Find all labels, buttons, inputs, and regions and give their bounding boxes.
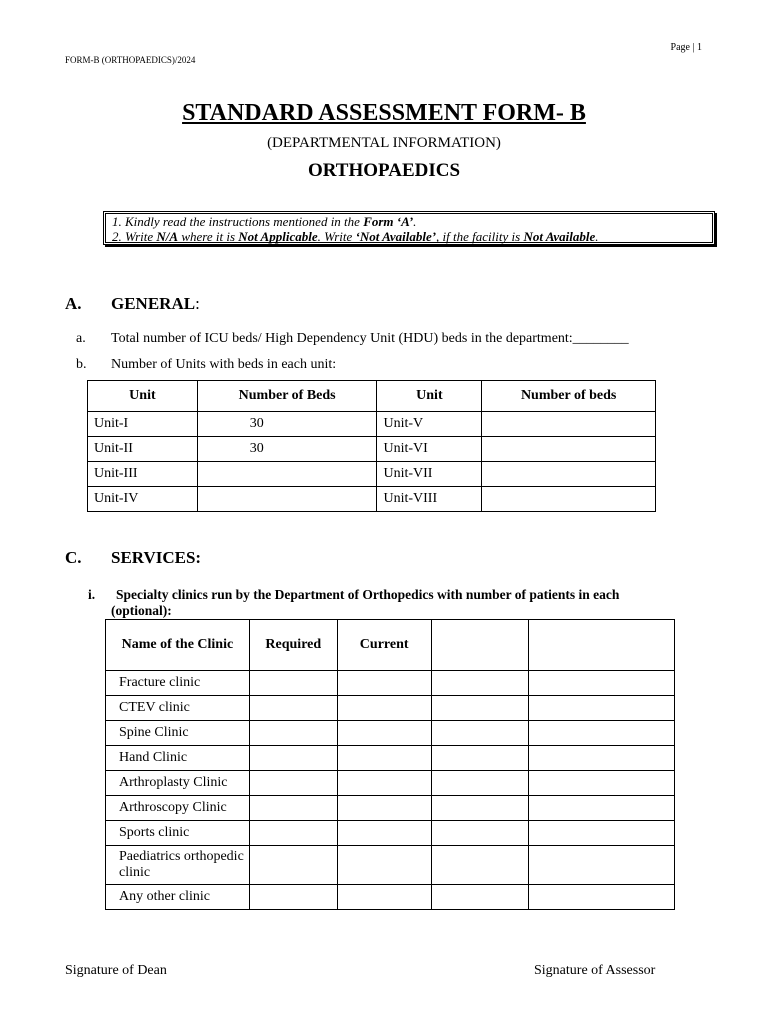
table-cell[interactable]: [529, 885, 675, 910]
table-cell[interactable]: [529, 696, 675, 721]
table-row: [106, 821, 675, 846]
page-title: STANDARD ASSESSMENT FORM- B: [182, 100, 586, 126]
table-cell: Paediatrics orthopedic clinic: [106, 846, 250, 885]
table-cell[interactable]: [249, 885, 337, 910]
table-row: [106, 771, 675, 796]
table-cell: Unit-VIII: [377, 487, 482, 512]
table-header: Unit: [377, 381, 482, 412]
table-header: Number of beds: [482, 381, 656, 412]
table-cell: Unit-VII: [377, 462, 482, 487]
table-cell[interactable]: [337, 885, 431, 910]
table-cell[interactable]: [197, 462, 377, 487]
units-beds-table: [87, 380, 656, 512]
table-cell: Unit-V: [377, 412, 482, 437]
table-header-row: [88, 381, 656, 412]
table-row: [106, 796, 675, 821]
table-cell[interactable]: [337, 821, 431, 846]
table-cell[interactable]: [431, 885, 529, 910]
table-header: [529, 620, 675, 671]
table-cell[interactable]: [529, 671, 675, 696]
page-subtitle: (DEPARTMENTAL INFORMATION): [267, 135, 501, 151]
table-header: Required: [249, 620, 337, 671]
table-cell[interactable]: [529, 821, 675, 846]
table-cell[interactable]: [431, 771, 529, 796]
table-cell: Arthroplasty Clinic: [106, 771, 250, 796]
table-cell[interactable]: [337, 796, 431, 821]
table-cell: Sports clinic: [106, 821, 250, 846]
table-row: [88, 487, 656, 512]
table-cell[interactable]: [337, 721, 431, 746]
page-number: Page | 1: [670, 42, 702, 53]
table-cell[interactable]: [529, 746, 675, 771]
table-cell[interactable]: [431, 721, 529, 746]
table-cell: Hand Clinic: [106, 746, 250, 771]
table-row: [106, 846, 675, 885]
table-cell: Unit-IV: [88, 487, 198, 512]
table-cell[interactable]: 30: [197, 412, 377, 437]
table-row: [106, 885, 675, 910]
table-cell: Unit-II: [88, 437, 198, 462]
table-header: Unit: [88, 381, 198, 412]
table-cell: CTEV clinic: [106, 696, 250, 721]
table-cell[interactable]: [249, 746, 337, 771]
table-row: [106, 696, 675, 721]
table-cell[interactable]: [529, 796, 675, 821]
table-cell[interactable]: [249, 821, 337, 846]
instruction-line-2: 2. Write N/A where it is Not Applicable. Write ‘Not Available’, if the facility is Not Available.: [112, 229, 599, 244]
table-cell[interactable]: [482, 412, 656, 437]
instruction-line-1: 1. Kindly read the instructions mentioned in the Form ‘A’.: [112, 214, 417, 229]
table-cell[interactable]: [482, 462, 656, 487]
table-cell[interactable]: [197, 487, 377, 512]
table-cell[interactable]: [482, 487, 656, 512]
table-cell[interactable]: [249, 846, 337, 885]
table-cell[interactable]: [249, 696, 337, 721]
table-cell[interactable]: [337, 846, 431, 885]
table-row: [88, 412, 656, 437]
table-cell[interactable]: [431, 671, 529, 696]
table-cell[interactable]: [431, 696, 529, 721]
table-cell[interactable]: [431, 746, 529, 771]
table-row: [88, 462, 656, 487]
table-cell[interactable]: [337, 771, 431, 796]
signature-assessor: Signature of Assessor: [534, 963, 656, 978]
table-row: [106, 721, 675, 746]
table-header-row: [106, 620, 675, 671]
table-cell[interactable]: [337, 696, 431, 721]
table-cell: Any other clinic: [106, 885, 250, 910]
table-cell: Fracture clinic: [106, 671, 250, 696]
table-cell[interactable]: [529, 846, 675, 885]
table-cell: Unit-VI: [377, 437, 482, 462]
table-row: [106, 746, 675, 771]
table-cell: Spine Clinic: [106, 721, 250, 746]
table-cell: Unit-I: [88, 412, 198, 437]
table-cell[interactable]: [337, 671, 431, 696]
signature-dean: Signature of Dean: [65, 963, 167, 978]
table-cell[interactable]: [249, 796, 337, 821]
table-cell[interactable]: [337, 746, 431, 771]
table-header: Number of Beds: [197, 381, 377, 412]
table-cell: Unit-III: [88, 462, 198, 487]
table-header: [431, 620, 529, 671]
table-header: Name of the Clinic: [106, 620, 250, 671]
table-row: [88, 437, 656, 462]
department-title: ORTHOPAEDICS: [307, 160, 461, 181]
specialty-clinics-table: [105, 619, 675, 910]
table-cell[interactable]: [529, 721, 675, 746]
form-code: FORM-B (ORTHOPAEDICS)/2024: [65, 55, 196, 65]
table-cell[interactable]: [431, 846, 529, 885]
table-cell[interactable]: [249, 671, 337, 696]
table-cell[interactable]: 30: [197, 437, 377, 462]
table-row: [106, 671, 675, 696]
table-cell[interactable]: [482, 437, 656, 462]
table-cell[interactable]: [249, 721, 337, 746]
table-cell[interactable]: [249, 771, 337, 796]
table-header: Current: [337, 620, 431, 671]
instructions-box: [103, 211, 715, 245]
table-cell[interactable]: [431, 796, 529, 821]
table-cell[interactable]: [529, 771, 675, 796]
table-cell[interactable]: [431, 821, 529, 846]
table-cell: Arthroscopy Clinic: [106, 796, 250, 821]
